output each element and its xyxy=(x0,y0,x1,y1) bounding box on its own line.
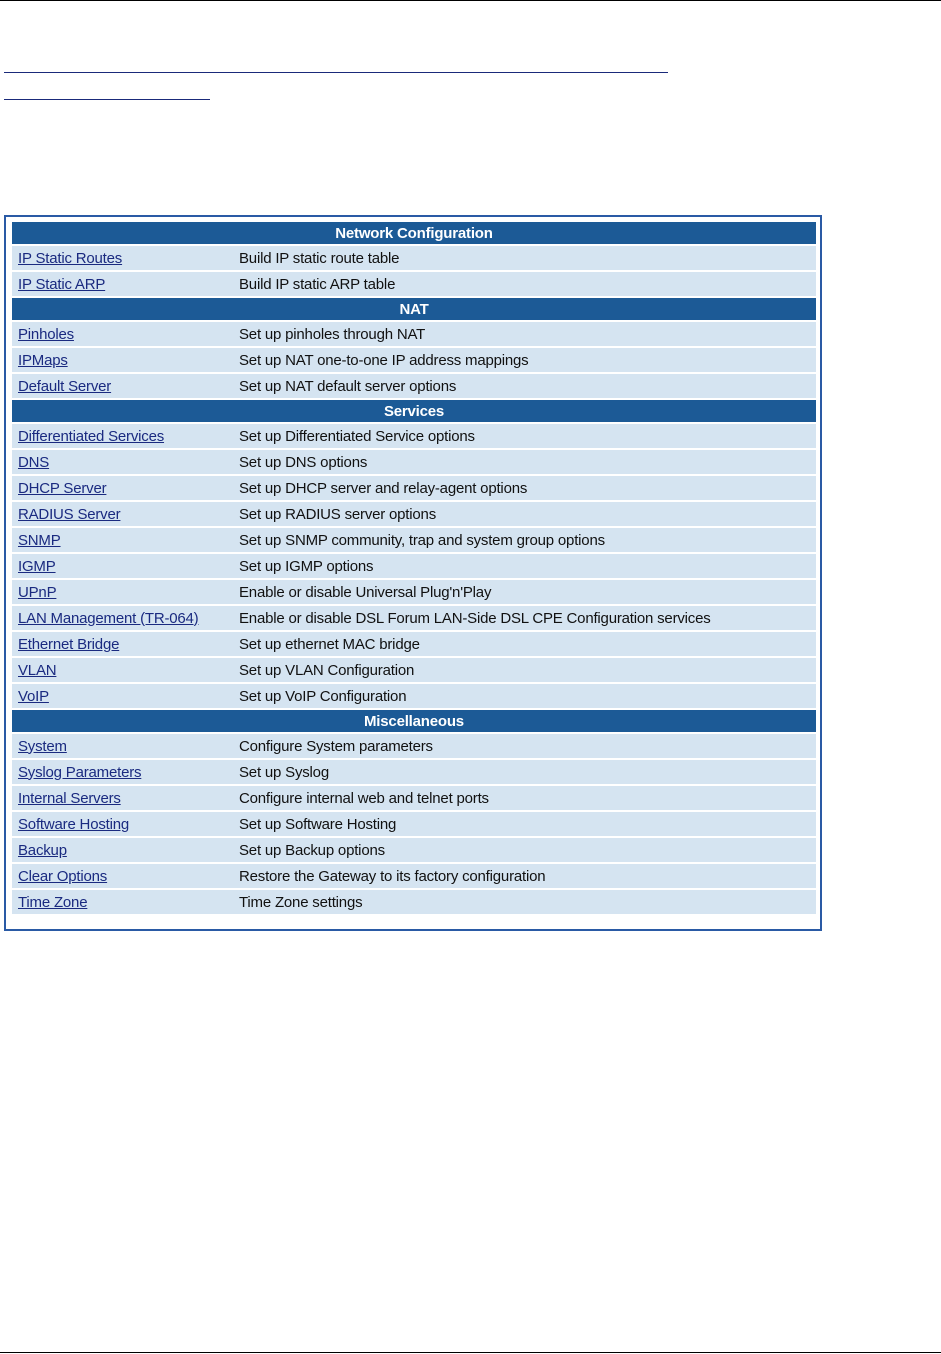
config-menu-body xyxy=(12,222,816,914)
menu-link-cell xyxy=(12,424,235,448)
menu-description: Set up ethernet MAC bridge xyxy=(235,632,816,656)
menu-link-cell xyxy=(12,554,235,578)
menu-description: Set up Differentiated Service options xyxy=(235,424,816,448)
section-header xyxy=(12,298,816,320)
menu-row xyxy=(12,348,816,372)
menu-row xyxy=(12,606,816,630)
menu-description: Time Zone settings xyxy=(235,890,816,914)
menu-link[interactable]: System xyxy=(18,737,67,755)
menu-link-cell xyxy=(12,632,235,656)
menu-link[interactable]: Default Server xyxy=(18,377,112,395)
menu-link[interactable]: DHCP Server xyxy=(18,479,107,497)
menu-link-cell xyxy=(12,580,235,604)
menu-row xyxy=(12,528,816,552)
top-rule xyxy=(0,0,941,1)
menu-link[interactable]: IP Static Routes xyxy=(18,249,123,267)
menu-description: Enable or disable Universal Plug'n'Play xyxy=(235,580,816,604)
menu-row xyxy=(12,734,816,758)
menu-link-cell xyxy=(12,476,235,500)
menu-description: Set up VoIP Configuration xyxy=(235,684,816,708)
menu-link[interactable]: Pinholes xyxy=(18,325,74,343)
menu-link-cell xyxy=(12,890,235,914)
menu-link[interactable]: IPMaps xyxy=(18,351,68,369)
menu-link[interactable]: Time Zone xyxy=(18,893,88,911)
menu-row xyxy=(12,658,816,682)
menu-link-cell xyxy=(12,272,235,296)
menu-link-cell xyxy=(12,246,235,270)
menu-row xyxy=(12,502,816,526)
menu-link-cell xyxy=(12,812,235,836)
menu-link-cell xyxy=(12,450,235,474)
menu-row xyxy=(12,424,816,448)
menu-row xyxy=(12,246,816,270)
menu-row xyxy=(12,684,816,708)
menu-link[interactable]: VoIP xyxy=(18,687,49,705)
menu-link-cell xyxy=(12,684,235,708)
section-title: Services xyxy=(12,400,816,422)
menu-row xyxy=(12,812,816,836)
menu-description: Set up VLAN Configuration xyxy=(235,658,816,682)
menu-description: Set up DNS options xyxy=(235,450,816,474)
menu-link[interactable]: IGMP xyxy=(18,557,56,575)
menu-description: Set up Backup options xyxy=(235,838,816,862)
menu-row xyxy=(12,760,816,784)
menu-description: Build IP static route table xyxy=(235,246,816,270)
menu-link[interactable]: UPnP xyxy=(18,583,57,601)
menu-link[interactable]: RADIUS Server xyxy=(18,505,121,523)
menu-link-cell xyxy=(12,786,235,810)
menu-row xyxy=(12,450,816,474)
menu-link[interactable]: SNMP xyxy=(18,531,61,549)
section-header xyxy=(12,400,816,422)
menu-link-cell xyxy=(12,760,235,784)
section-title: Miscellaneous xyxy=(12,710,816,732)
menu-description: Set up RADIUS server options xyxy=(235,502,816,526)
underline-rule-1 xyxy=(4,72,668,73)
menu-description: Set up NAT one-to-one IP address mappings xyxy=(235,348,816,372)
menu-link-cell xyxy=(12,322,235,346)
menu-link-cell xyxy=(12,734,235,758)
menu-link[interactable]: LAN Management (TR-064) xyxy=(18,609,199,627)
menu-link-cell xyxy=(12,658,235,682)
menu-link[interactable]: Syslog Parameters xyxy=(18,763,142,781)
config-menu-table xyxy=(12,220,816,916)
menu-description: Build IP static ARP table xyxy=(235,272,816,296)
menu-link-cell xyxy=(12,502,235,526)
menu-description: Set up pinholes through NAT xyxy=(235,322,816,346)
menu-description: Set up Software Hosting xyxy=(235,812,816,836)
menu-link[interactable]: DNS xyxy=(18,453,50,471)
menu-row xyxy=(12,272,816,296)
menu-description: Enable or disable DSL Forum LAN-Side DSL CPE Configuration services xyxy=(235,606,816,630)
menu-link-cell xyxy=(12,606,235,630)
menu-description: Set up NAT default server options xyxy=(235,374,816,398)
menu-link[interactable]: VLAN xyxy=(18,661,57,679)
menu-row xyxy=(12,864,816,888)
menu-link-cell xyxy=(12,838,235,862)
menu-row xyxy=(12,632,816,656)
menu-link[interactable]: Backup xyxy=(18,841,67,859)
section-title: NAT xyxy=(12,298,816,320)
section-header xyxy=(12,222,816,244)
menu-row xyxy=(12,374,816,398)
menu-description: Restore the Gateway to its factory configuration xyxy=(235,864,816,888)
menu-description: Set up IGMP options xyxy=(235,554,816,578)
menu-link-cell xyxy=(12,528,235,552)
menu-link[interactable]: Ethernet Bridge xyxy=(18,635,120,653)
menu-row xyxy=(12,890,816,914)
menu-link[interactable]: Software Hosting xyxy=(18,815,130,833)
menu-link-cell xyxy=(12,374,235,398)
section-title: Network Configuration xyxy=(12,222,816,244)
menu-link[interactable]: Clear Options xyxy=(18,867,108,885)
menu-link[interactable]: Internal Servers xyxy=(18,789,121,807)
menu-row xyxy=(12,322,816,346)
menu-description: Configure System parameters xyxy=(235,734,816,758)
menu-link[interactable]: IP Static ARP xyxy=(18,275,106,293)
menu-row xyxy=(12,476,816,500)
menu-description: Configure internal web and telnet ports xyxy=(235,786,816,810)
menu-row xyxy=(12,554,816,578)
underline-rule-2 xyxy=(4,99,210,100)
bottom-rule xyxy=(0,1352,941,1353)
config-menu-frame xyxy=(4,215,822,931)
menu-link-cell xyxy=(12,864,235,888)
menu-row xyxy=(12,580,816,604)
menu-link-cell xyxy=(12,348,235,372)
menu-description: Set up Syslog xyxy=(235,760,816,784)
menu-description: Set up DHCP server and relay-agent options xyxy=(235,476,816,500)
menu-row xyxy=(12,786,816,810)
menu-row xyxy=(12,838,816,862)
section-header xyxy=(12,710,816,732)
menu-description: Set up SNMP community, trap and system group options xyxy=(235,528,816,552)
menu-link[interactable]: Differentiated Services xyxy=(18,427,165,445)
